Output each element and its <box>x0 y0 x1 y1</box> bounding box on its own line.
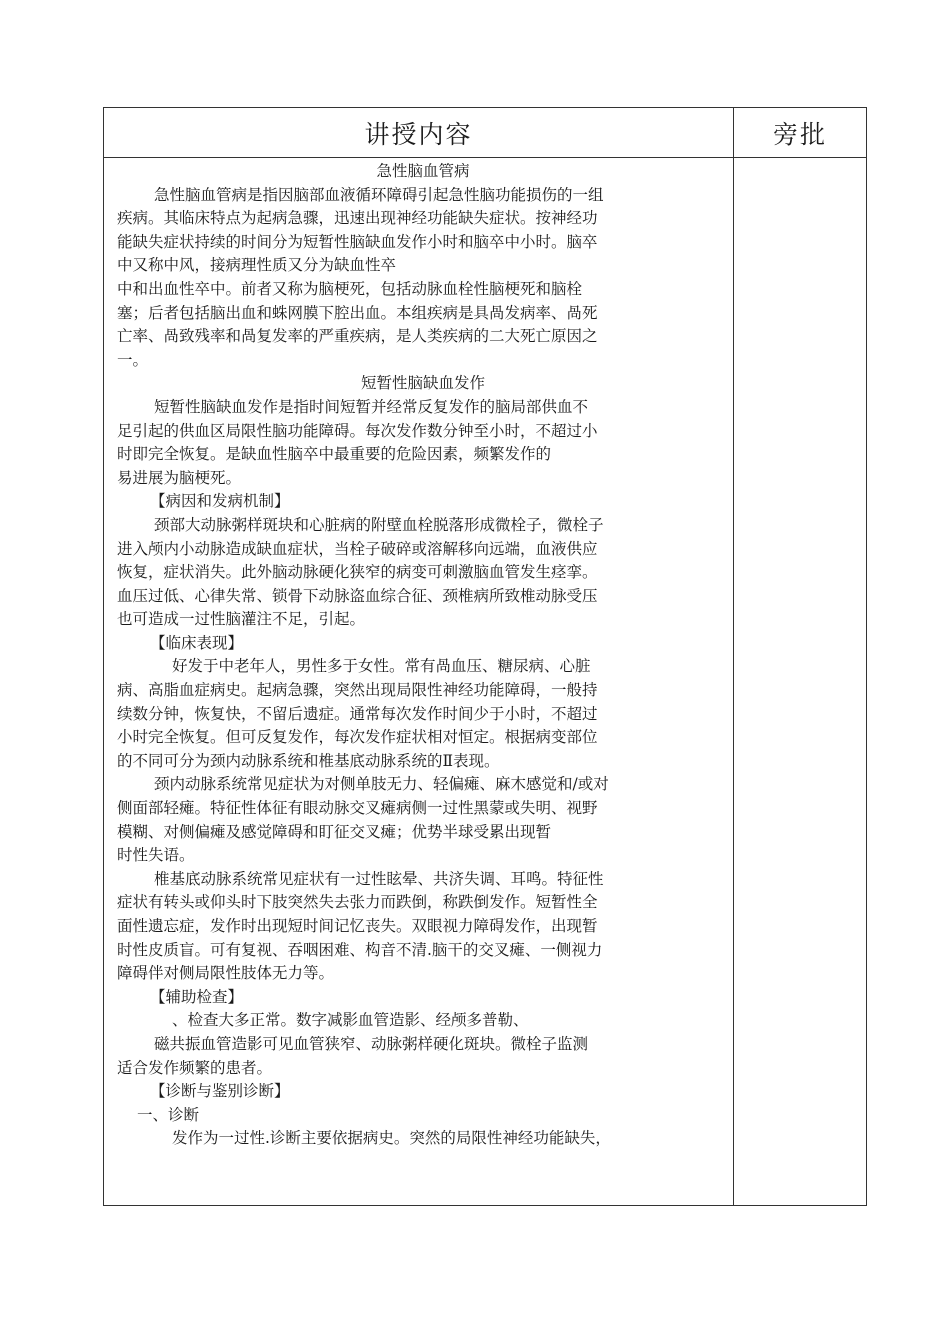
text-line: 、检查大多正常。数字减影血管造影、经颅多普勒、 <box>172 1011 529 1030</box>
text-line: 亡率、咼致残率和咼复发率的严重疾病，是人类疾病的二大死亡原因之 <box>117 327 598 346</box>
text-line: 一。 <box>117 350 149 369</box>
text-line: 椎基底动脉系统常见症状有一过性眩晕、共济失调、耳鸣。特征性 <box>154 869 604 888</box>
text-line: 的不同可分为颈内动脉系统和椎基底动脉系统的Ⅱ表现。 <box>117 751 500 770</box>
text-line: 能缺失症状持续的时间分为短暂性脑缺血发作小时和脑卒中小时。脑卒 <box>117 232 598 251</box>
text-line: 中又称中风，接病理性质又分为缺血性卒 <box>117 256 397 275</box>
text-line: 发作为一过性.诊断主要依据病史。突然的局限性神经功能缺失， <box>172 1129 611 1148</box>
text-line: 时性皮质盲。可有复视、吞咽困难、构音不清.脑干的交叉瘫、一侧视力 <box>117 940 603 959</box>
text-line: 也可造成一过性脑灌注不足，引起。 <box>117 610 366 629</box>
text-line: 短暂性脑缺血发作是指时间短暂并经常反复发作的脑局部供血不 <box>154 397 589 416</box>
text-line: 好发于中老年人，男性多于女性。常有咼血压、糖尿病、心脏 <box>172 657 591 676</box>
text-line: 续数分钟，恢复快，不留后遗症。通常每次发作时间少于小时，不超过 <box>117 704 598 723</box>
header-side-notes: 旁批 <box>772 119 827 149</box>
numbered-heading: 一、诊断 <box>137 1105 200 1124</box>
text-line: 障碍伴对侧局限性肢体无力等。 <box>117 964 335 983</box>
text-line: 进入颅内小动脉造成缺血症状，当栓子破碎或溶解移向远端，血液供应 <box>117 539 598 558</box>
text-line: 小时完全恢复。但可反复发作，每次发作症状相对恒定。根据病变部位 <box>117 728 598 747</box>
text-line: 模糊、对侧偏瘫及感觉障碍和盯征交叉瘫；优势半球受累出现暂 <box>117 822 552 841</box>
text-line: 足引起的供血区局限性脑功能障碍。每次发作数分钟至小时，不超过小 <box>117 421 598 440</box>
text-line: 面性遗忘症，发作时出现短时间记忆丧失。双眼视力障碍发作，出现暂 <box>117 917 598 935</box>
subsection-heading: 【病因和发病机制】 <box>150 492 290 511</box>
text-line: 急性脑血管病是指因脑部血液循环障碍引起急性脑功能损伤的一组 <box>154 185 604 204</box>
text-line: 病、高脂血症病史。起病急骤，突然出现局限性神经功能障碍，一般持 <box>117 681 598 700</box>
text-line: 中和出血性卒中。前者又称为脑梗死，包括动脉血栓性脑梗死和脑栓 <box>117 279 583 298</box>
text-line: 时即完全恢复。是缺血性脑卒中最重要的危险因素，频繁发作的 <box>117 445 552 464</box>
section-title: 短暂性脑缺血发作 <box>360 374 485 393</box>
subsection-heading: 【诊断与鉴别诊断】 <box>150 1082 290 1101</box>
lecture-body <box>117 160 729 1151</box>
text-line: 塞；后者包括脑出血和蛛网膜下腔出血。本组疾病是具咼发病率、咼死 <box>117 303 598 322</box>
text-line: 血压过低、心律失常、锁骨下动脉盗血综合征、颈椎病所致椎动脉受压 <box>117 586 598 605</box>
text-line: 症状有转头或仰头时下肢突然失去张力而跌倒，称跌倒发作。短暂性全 <box>117 893 598 912</box>
text-line: 时性失语。 <box>117 846 195 865</box>
text-line: 侧面部轻瘫。特征性体征有眼动脉交叉瘫病侧一过性黑蒙或失明、视野 <box>117 799 598 818</box>
text-line: 易进展为脑梗死。 <box>117 468 242 487</box>
header-lecture-content: 讲授内容 <box>364 119 473 149</box>
text-line: 适合发作频繁的患者。 <box>117 1058 273 1077</box>
text-line: 颈部大动脉粥样斑块和心脏病的附壁血栓脱落形成微栓子，微栓子 <box>154 515 604 534</box>
subsection-heading: 【临床表现】 <box>150 633 244 652</box>
text-line: 颈内动脉系统常见症状为对侧单肢无力、轻偏瘫、麻木感觉和/或对 <box>154 775 609 794</box>
text-line: 恢复，症状消失。此外脑动脉硬化狭窄的病变可刺激脑血管发生痉挛。 <box>117 563 598 582</box>
text-line: 疾病。其临床特点为起病急骤，迅速出现神经功能缺失症状。按神经功 <box>117 209 598 228</box>
column-divider <box>733 107 734 1206</box>
subsection-heading: 【辅助检查】 <box>150 987 244 1006</box>
section-title: 急性脑血管病 <box>376 162 470 180</box>
text-line: 磁共振血管造影可见血管狭窄、动脉粥样硬化斑块。微栓子监测 <box>154 1034 589 1053</box>
header-divider <box>103 157 867 158</box>
